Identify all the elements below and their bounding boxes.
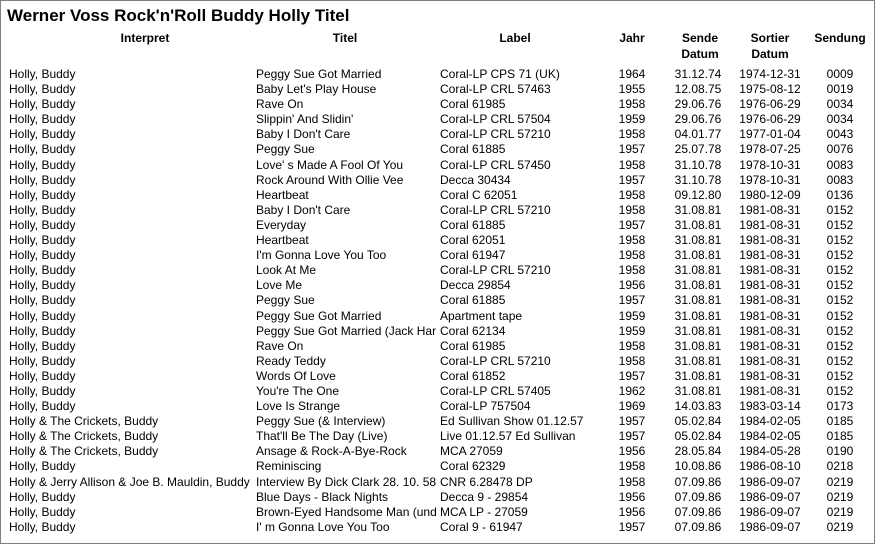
table-row [0,324,875,339]
sendung-cell: 0185 [826,429,854,444]
jahr-cell: 1957 [618,142,646,157]
titel-cell: Love Me [256,278,303,293]
titel-cell: Love' s Made A Fool Of You [256,157,404,172]
titel-cell: Reminiscing [256,459,322,474]
sortier-datum-cell: 1975-08-12 [739,82,801,97]
sendung-cell: 0152 [826,278,854,293]
interpret-cell: Holly, Buddy [9,157,76,172]
sende-datum-cell: 05.02.84 [674,429,722,444]
jahr-cell: 1958 [618,127,646,142]
sende-datum-cell: 14.03.83 [674,399,722,414]
sortier-datum-cell: 1983-03-14 [739,399,801,414]
titel-cell: You're The One [256,383,340,398]
sortier-datum-cell: 1976-06-29 [739,112,801,127]
table-row [0,82,875,97]
sendung-cell: 0185 [826,414,854,429]
jahr-cell: 1957 [618,172,646,187]
sortier-datum-cell: 1980-12-09 [739,187,801,202]
sortier-datum-cell: 1986-09-07 [739,474,801,489]
sortier-datum-cell: 1986-09-07 [739,504,801,519]
jahr-cell: 1955 [618,82,646,97]
label-cell: Coral-LP CRL 57450 [440,157,551,172]
header-titel: Titel [332,31,358,45]
jahr-cell: 1959 [618,308,646,323]
label-cell: Decca 29854 [440,278,511,293]
label-cell: Coral-LP CPS 71 (UK) [440,67,560,81]
sortier-datum-cell: 1981-08-31 [739,278,801,293]
label-cell: MCA LP - 27059 [440,504,528,519]
sortier-datum-cell: 1981-08-31 [739,353,801,368]
jahr-cell: 1958 [618,97,646,112]
label-cell: Coral-LP CRL 57210 [440,263,551,278]
header-sortier-line1: Sortier [750,31,790,45]
jahr-cell: 1958 [618,187,646,202]
table-row [0,339,875,354]
interpret-cell: Holly, Buddy [9,248,76,263]
interpret-cell: Holly & The Crickets, Buddy [9,444,159,459]
sende-datum-cell: 31.08.81 [674,338,722,353]
sende-datum-cell: 07.09.86 [674,504,722,519]
table-row [0,248,875,263]
interpret-cell: Holly, Buddy [9,82,76,97]
sende-datum-cell: 31.10.78 [674,172,722,187]
sendung-cell: 0219 [826,489,854,504]
jahr-cell: 1956 [618,278,646,293]
table-row [0,429,875,444]
table-row [0,67,875,82]
jahr-cell: 1957 [618,429,646,444]
interpret-cell: Holly, Buddy [9,489,76,504]
sende-datum-cell: 31.08.81 [674,383,722,398]
sendung-cell: 0190 [826,444,854,459]
sendung-cell: 0152 [826,202,854,217]
table-row [0,309,875,324]
header-sortier-datum [740,30,800,62]
label-cell: CNR 6.28478 DP [440,474,533,489]
sende-datum-cell: 31.08.81 [674,368,722,383]
interpret-cell: Holly, Buddy [9,263,76,278]
sortier-datum-cell: 1981-08-31 [739,202,801,217]
sortier-datum-cell: 1981-08-31 [739,323,801,338]
table-row [0,520,875,535]
titel-cell: Love Is Strange [256,399,341,414]
titel-cell: Everyday [256,217,307,232]
table-row [0,505,875,520]
sendung-cell: 0076 [826,142,854,157]
interpret-cell: Holly, Buddy [9,353,76,368]
titel-cell: Heartbeat [256,187,309,202]
sortier-datum-cell: 1986-09-07 [739,489,801,504]
sortier-datum-cell: 1984-02-05 [739,429,801,444]
jahr-cell: 1969 [618,399,646,414]
interpret-cell: Holly, Buddy [9,97,76,112]
table-row [0,203,875,218]
titel-cell: Peggy Sue (& Interview) [256,414,386,429]
sortier-datum-cell: 1978-10-31 [739,172,801,187]
jahr-cell: 1959 [618,112,646,127]
label-cell: Ed Sullivan Show 01.12.57 [440,414,584,429]
interpret-cell: Holly & Jerry Allison & Joe B. Mauldin, Buddy [9,474,250,489]
jahr-cell: 1958 [618,459,646,474]
sendung-cell: 0083 [826,157,854,172]
label-cell: Coral 61947 [440,248,506,263]
titel-cell: That'll Be The Day (Live) [256,429,388,444]
titel-cell: Ready Teddy [256,353,326,368]
jahr-cell: 1958 [618,157,646,172]
label-cell: MCA 27059 [440,444,503,459]
label-cell: Apartment tape [440,308,523,323]
jahr-cell: 1964 [618,67,646,81]
jahr-cell: 1958 [618,353,646,368]
interpret-cell: Holly, Buddy [9,112,76,127]
table-row [0,293,875,308]
titel-cell: Words Of Love [256,368,336,383]
sortier-datum-cell: 1981-08-31 [739,293,801,308]
table-row [0,127,875,142]
sendung-cell: 0083 [826,172,854,187]
sendung-cell: 0152 [826,308,854,323]
label-cell: Coral 9 - 61947 [440,519,523,534]
sortier-datum-cell: 1981-08-31 [739,263,801,278]
titel-cell: Peggy Sue [256,142,315,157]
interpret-cell: Holly, Buddy [9,187,76,202]
sendung-cell: 0219 [826,474,854,489]
table-row [0,278,875,293]
jahr-cell: 1956 [618,489,646,504]
header-sende-line1: Sende [681,31,718,45]
label-cell: Coral 61985 [440,338,506,353]
jahr-cell: 1958 [618,263,646,278]
sendung-cell: 0219 [826,504,854,519]
sende-datum-cell: 29.06.76 [674,112,722,127]
sortier-datum-cell: 1976-06-29 [739,97,801,112]
titel-cell: I'm Gonna Love You Too [256,248,387,263]
titel-cell: Slippin' And Slidin' [256,112,354,127]
table-row [0,475,875,490]
label-cell: Coral-LP CRL 57210 [440,353,551,368]
interpret-cell: Holly, Buddy [9,202,76,217]
interpret-cell: Holly, Buddy [9,142,76,157]
sortier-datum-cell: 1978-07-25 [739,142,801,157]
sendung-cell: 0152 [826,233,854,248]
jahr-cell: 1956 [618,444,646,459]
sende-datum-cell: 25.07.78 [674,142,722,157]
jahr-cell: 1957 [618,217,646,232]
label-cell: Coral-LP CRL 57210 [440,127,551,142]
label-cell: Coral 62051 [440,233,506,248]
table-row [0,459,875,474]
titel-cell: Interview By Dick Clark 28. 10. 58 [256,474,437,489]
sendung-cell: 0009 [826,67,854,81]
header-jahr: Jahr [619,31,645,45]
sende-datum-cell: 05.02.84 [674,414,722,429]
label-cell: Coral-LP 757504 [440,399,531,414]
sendung-cell: 0019 [826,82,854,97]
sende-datum-cell: 31.12.74 [674,67,722,81]
titel-cell: I' m Gonna Love You Too [256,519,390,534]
label-cell: Decca 30434 [440,172,511,187]
titel-cell: Baby Let's Play House [256,82,377,97]
titel-cell: Heartbeat [256,233,309,248]
interpret-cell: Holly, Buddy [9,172,76,187]
interpret-cell: Holly, Buddy [9,338,76,353]
sende-datum-cell: 31.08.81 [674,278,722,293]
label-cell: Coral 62134 [440,323,506,338]
sende-datum-cell: 07.09.86 [674,489,722,504]
table-row [0,218,875,233]
sortier-datum-cell: 1984-05-28 [739,444,801,459]
sortier-datum-cell: 1977-01-04 [739,127,801,142]
header-label: Label [499,31,531,45]
sende-datum-cell: 29.06.76 [674,97,722,112]
sende-datum-cell: 31.08.81 [674,202,722,217]
titel-cell: Rock Around With Ollie Vee [256,172,404,187]
sortier-datum-cell: 1986-09-07 [739,519,801,534]
table-row [0,173,875,188]
label-cell: Coral 61885 [440,142,506,157]
interpret-cell: Holly, Buddy [9,308,76,323]
interpret-cell: Holly & The Crickets, Buddy [9,414,159,429]
interpret-cell: Holly, Buddy [9,278,76,293]
sende-datum-cell: 31.08.81 [674,233,722,248]
sende-datum-cell: 31.08.81 [674,217,722,232]
table-row [0,399,875,414]
jahr-cell: 1958 [618,248,646,263]
table-row [0,490,875,505]
sende-datum-cell: 31.08.81 [674,263,722,278]
sendung-cell: 0152 [826,248,854,263]
sende-datum-cell: 31.10.78 [674,157,722,172]
sendung-cell: 0152 [826,323,854,338]
label-cell: Coral 61885 [440,217,506,232]
sende-datum-cell: 07.09.86 [674,474,722,489]
sortier-datum-cell: 1981-08-31 [739,217,801,232]
titel-cell: Rave On [256,338,304,353]
table-row [0,142,875,157]
sendung-cell: 0043 [826,127,854,142]
table-row [0,354,875,369]
jahr-cell: 1958 [618,474,646,489]
label-cell: Coral 61852 [440,368,506,383]
label-cell: Coral 61985 [440,97,506,112]
sortier-datum-cell: 1981-08-31 [739,233,801,248]
label-cell: Coral-LP CRL 57210 [440,202,551,217]
jahr-cell: 1958 [618,338,646,353]
sendung-cell: 0152 [826,217,854,232]
label-cell: Coral 62329 [440,459,506,474]
label-cell: Decca 9 - 29854 [440,489,529,504]
table-row [0,158,875,173]
header-sendung: Sendung [814,31,866,45]
sende-datum-cell: 04.01.77 [674,127,722,142]
titel-cell: Baby I Don't Care [256,127,351,142]
sende-datum-cell: 31.08.81 [674,248,722,263]
header-sende-datum [672,30,728,62]
sendung-cell: 0152 [826,263,854,278]
sortier-datum-cell: 1986-08-10 [739,459,801,474]
sende-datum-cell: 10.08.86 [674,459,722,474]
sendung-cell: 0152 [826,353,854,368]
titel-cell: Peggy Sue Got Married [256,67,382,81]
label-cell: Coral C 62051 [440,187,518,202]
sendung-cell: 0219 [826,519,854,534]
label-cell: Coral-LP CRL 57463 [440,82,551,97]
sende-datum-cell: 31.08.81 [674,353,722,368]
interpret-cell: Holly, Buddy [9,323,76,338]
sendung-cell: 0173 [826,399,854,414]
interpret-cell: Holly & The Crickets, Buddy [9,429,159,444]
sortier-datum-cell: 1981-08-31 [739,383,801,398]
sendung-cell: 0152 [826,368,854,383]
interpret-cell: Holly, Buddy [9,67,76,81]
jahr-cell: 1957 [618,293,646,308]
sortier-datum-cell: 1981-08-31 [739,368,801,383]
header-sende-line2: Datum [681,47,719,61]
sende-datum-cell: 09.12.80 [674,187,722,202]
titel-cell: Peggy Sue [256,293,315,308]
table-body [0,67,875,535]
table-row [0,444,875,459]
interpret-cell: Holly, Buddy [9,293,76,308]
sortier-datum-cell: 1974-12-31 [739,67,801,81]
interpret-cell: Holly, Buddy [9,217,76,232]
sende-datum-cell: 12.08.75 [674,82,722,97]
label-cell: Coral-LP CRL 57405 [440,383,551,398]
sende-datum-cell: 31.08.81 [674,308,722,323]
sendung-cell: 0152 [826,293,854,308]
sende-datum-cell: 28.05.84 [674,444,722,459]
sendung-cell: 0152 [826,338,854,353]
header-interpret: Interpret [120,31,170,45]
sendung-cell: 0152 [826,383,854,398]
interpret-cell: Holly, Buddy [9,233,76,248]
sende-datum-cell: 07.09.86 [674,519,722,534]
sendung-cell: 0218 [826,459,854,474]
table-row [0,97,875,112]
interpret-cell: Holly, Buddy [9,127,76,142]
interpret-cell: Holly, Buddy [9,383,76,398]
sortier-datum-cell: 1978-10-31 [739,157,801,172]
sende-datum-cell: 31.08.81 [674,323,722,338]
sendung-cell: 0136 [826,187,854,202]
table-row [0,188,875,203]
interpret-cell: Holly, Buddy [9,368,76,383]
table-row [0,414,875,429]
jahr-cell: 1957 [618,368,646,383]
titel-cell: Peggy Sue Got Married (Jack Har [256,323,437,338]
label-cell: Coral 61885 [440,293,506,308]
titel-cell: Blue Days - Black Nights [256,489,389,504]
titel-cell: Ansage & Rock-A-Bye-Rock [256,444,407,459]
interpret-cell: Holly, Buddy [9,504,76,519]
interpret-cell: Holly, Buddy [9,459,76,474]
label-cell: Coral-LP CRL 57504 [440,112,551,127]
table-row [0,263,875,278]
jahr-cell: 1956 [618,504,646,519]
jahr-cell: 1958 [618,233,646,248]
titel-cell: Brown-Eyed Handsome Man (und [256,504,437,519]
titel-cell: Rave On [256,97,304,112]
titel-cell: Peggy Sue Got Married [256,308,382,323]
sortier-datum-cell: 1981-08-31 [739,248,801,263]
sendung-cell: 0034 [826,112,854,127]
titel-cell: Baby I Don't Care [256,202,351,217]
table-row [0,384,875,399]
sortier-datum-cell: 1981-08-31 [739,338,801,353]
header-sortier-line2: Datum [751,47,789,61]
sortier-datum-cell: 1981-08-31 [739,308,801,323]
jahr-cell: 1957 [618,414,646,429]
report-title: Werner Voss Rock'n'Roll Buddy Holly Titel [7,6,350,25]
sendung-cell: 0034 [826,97,854,112]
label-cell: Live 01.12.57 Ed Sullivan [440,429,576,444]
titel-cell: Look At Me [256,263,317,278]
jahr-cell: 1957 [618,519,646,534]
jahr-cell: 1958 [618,202,646,217]
table-row [0,369,875,384]
interpret-cell: Holly, Buddy [9,399,76,414]
sortier-datum-cell: 1984-02-05 [739,414,801,429]
table-row [0,233,875,248]
interpret-cell: Holly, Buddy [9,519,76,534]
sende-datum-cell: 31.08.81 [674,293,722,308]
jahr-cell: 1959 [618,323,646,338]
table-row [0,112,875,127]
jahr-cell: 1962 [618,383,646,398]
